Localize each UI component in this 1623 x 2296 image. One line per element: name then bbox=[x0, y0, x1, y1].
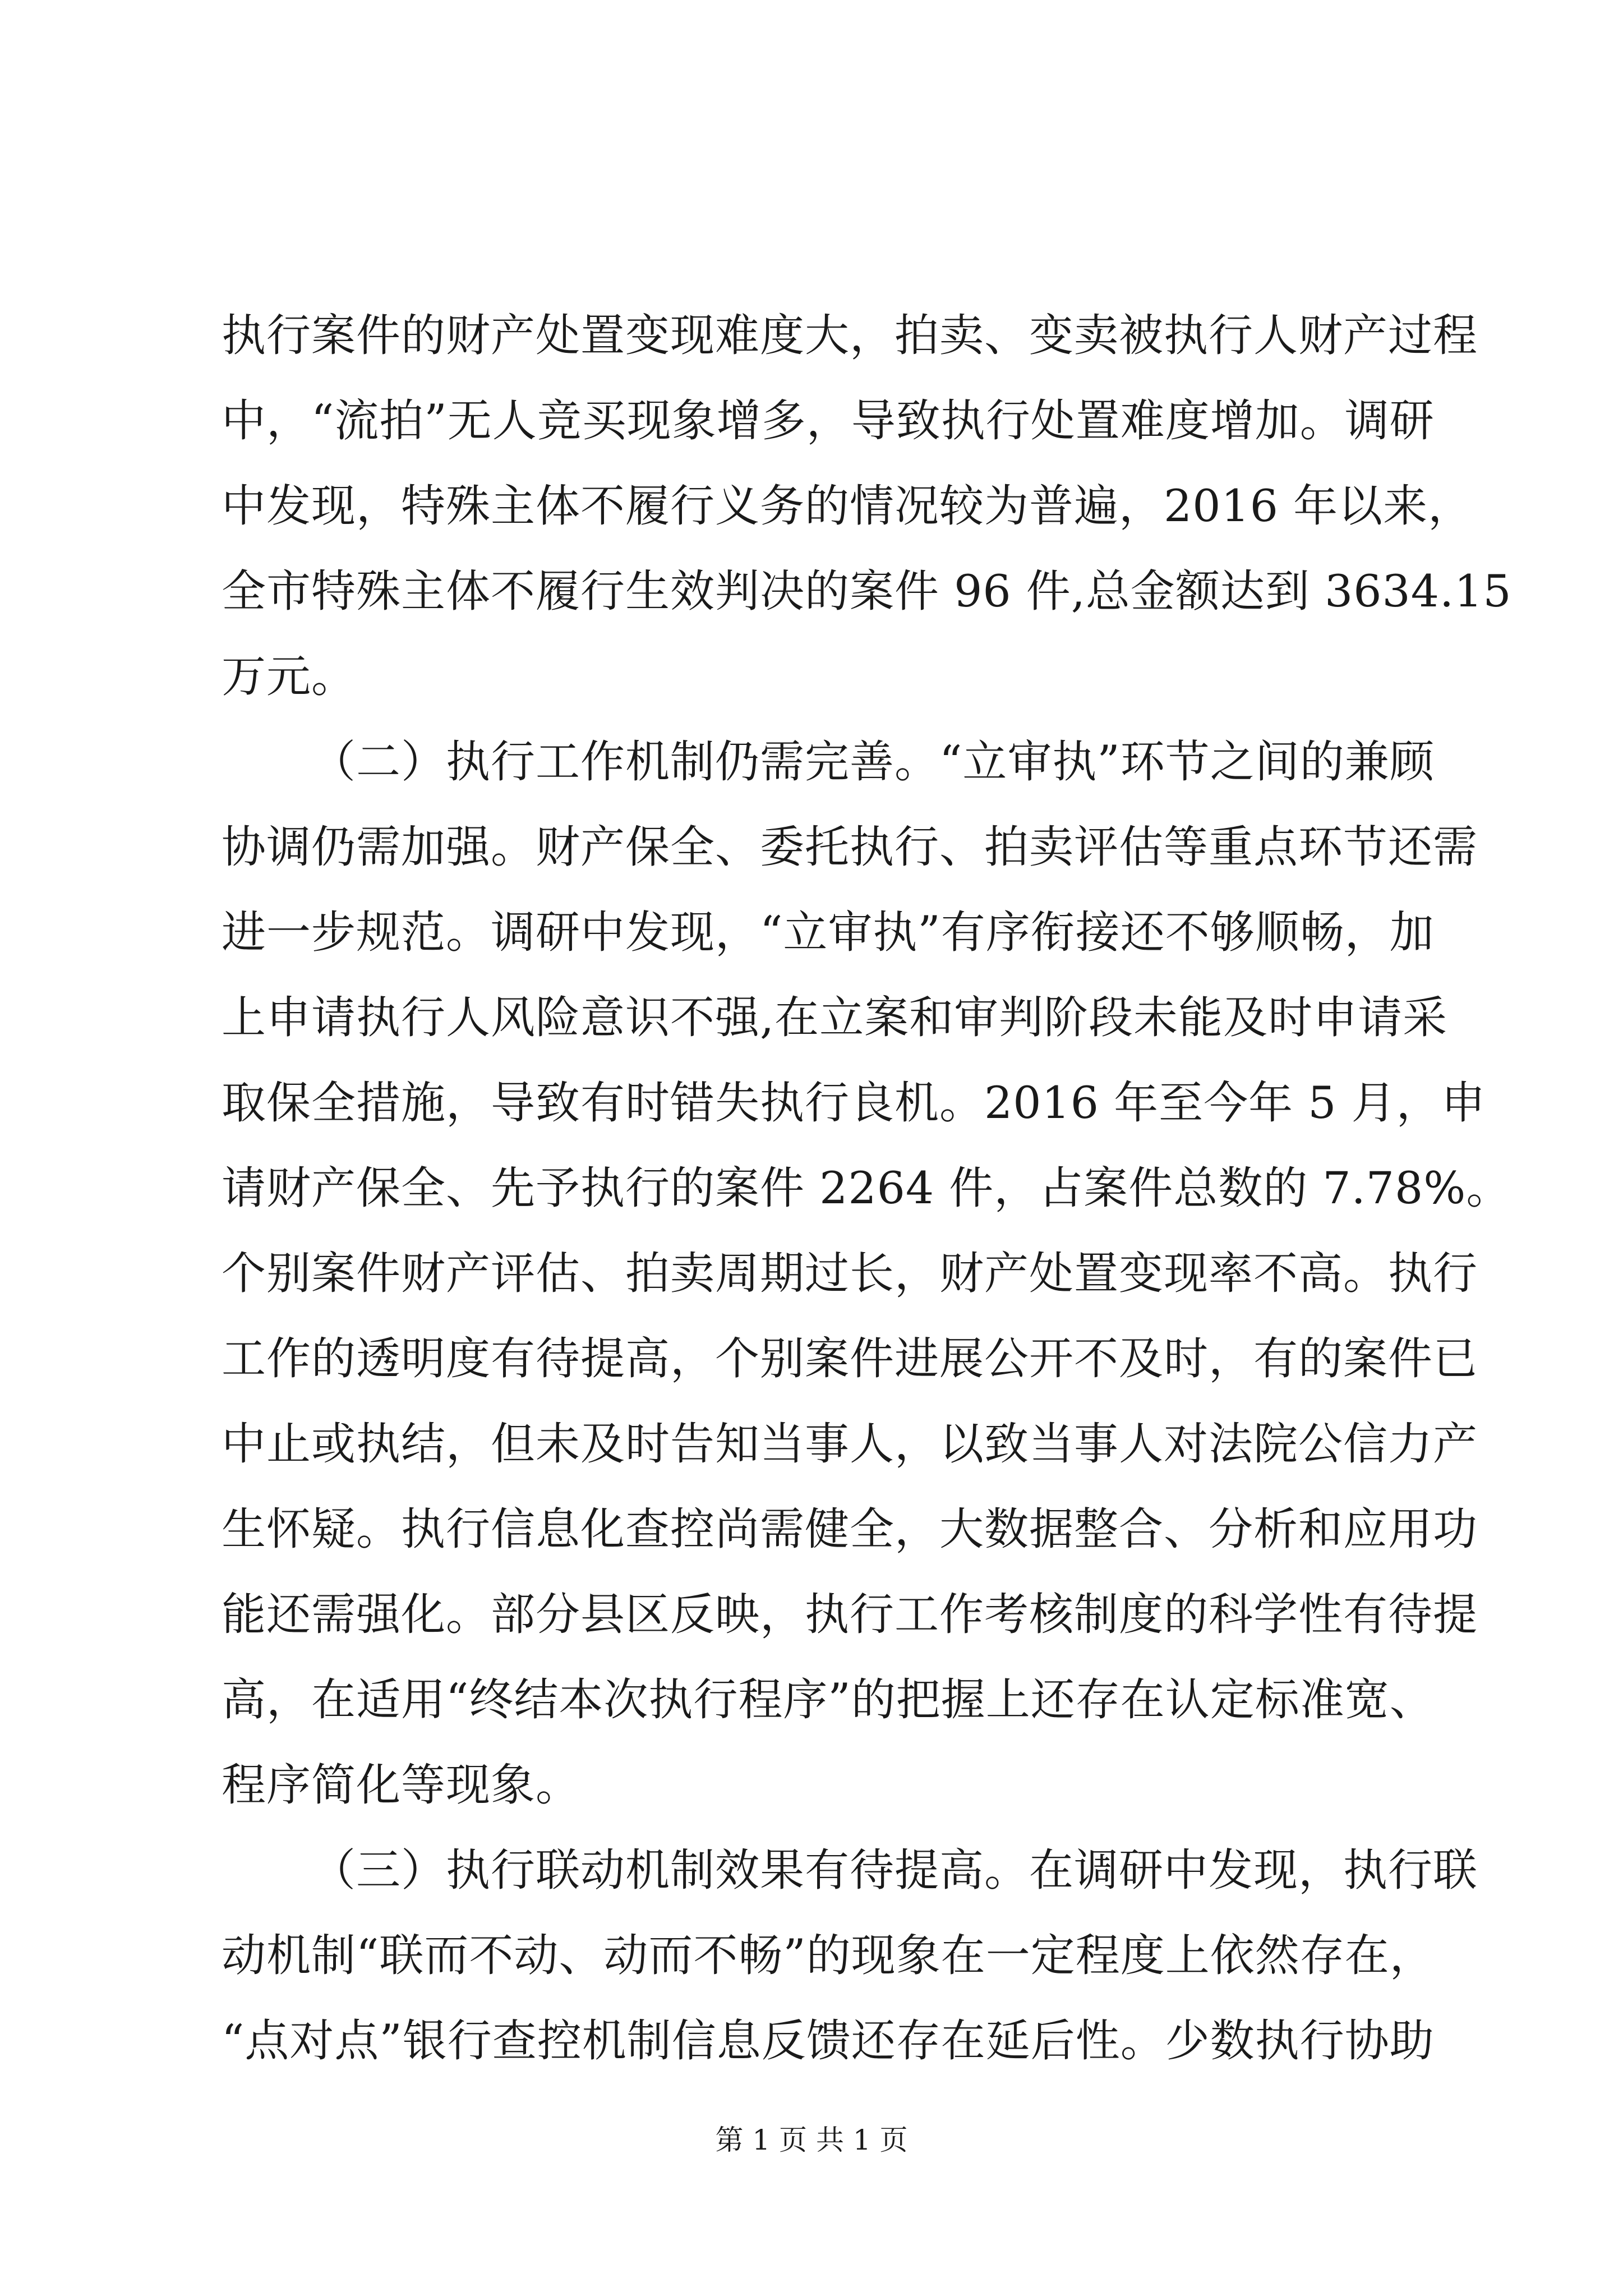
text-line: 请财产保全、先予执行的案件 2264 件，占案件总数的 7.78%。 bbox=[222, 1162, 1511, 1214]
text-line: 上申请执行人风险意识不强,在立案和审判阶段未能及时申请采 bbox=[222, 992, 1448, 1043]
text-line: 进一步规范。调研中发现，“立审执”有序衔接还不够顺畅，加 bbox=[222, 907, 1435, 958]
text-line: 动机制“联而不动、动而不畅”的现象在一定程度上依然存在， bbox=[222, 1930, 1435, 1981]
text-line: 中发现，特殊主体不履行义务的情况较为普遍，2016 年以来， bbox=[222, 480, 1473, 532]
text-line: 中止或执结，但未及时告知当事人，以致当事人对法院公信力产 bbox=[222, 1418, 1478, 1470]
text-line: 万元。 bbox=[222, 651, 356, 702]
text-line: 执行案件的财产处置变现难度大，拍卖、变卖被执行人财产过程 bbox=[222, 310, 1478, 361]
text-line: 高，在适用“终结本次执行程序”的把握上还存在认定标准宽、 bbox=[222, 1674, 1435, 1726]
text-line: 中，“流拍”无人竞买现象增多，导致执行处置难度增加。调研 bbox=[222, 395, 1435, 447]
text-line: 协调仍需加强。财产保全、委托执行、拍卖评估等重点环节还需 bbox=[222, 821, 1478, 873]
paragraph-heading-line: （三）执行联动机制效果有待提高。在调研中发现，执行联 bbox=[311, 1844, 1478, 1896]
text-line: 工作的透明度有待提高，个别案件进展公开不及时，有的案件已 bbox=[222, 1333, 1478, 1384]
page-number-footer: 第 1 页 共 1 页 bbox=[715, 2124, 908, 2156]
text-line: “点对点”银行查控机制信息反馈还存在延后性。少数执行协助 bbox=[222, 2015, 1435, 2067]
text-line: 个别案件财产评估、拍卖周期过长，财产处置变现率不高。执行 bbox=[222, 1248, 1478, 1299]
paragraph-heading-line: （二）执行工作机制仍需完善。“立审执”环节之间的兼顾 bbox=[311, 736, 1435, 788]
text-line: 全市特殊主体不履行生效判决的案件 96 件,总金额达到 3634.15 bbox=[222, 565, 1512, 617]
text-line: 程序简化等现象。 bbox=[222, 1759, 580, 1811]
text-line: 取保全措施，导致有时错失执行良机。2016 年至今年 5 月，申 bbox=[222, 1077, 1486, 1129]
text-line: 能还需强化。部分县区反映，执行工作考核制度的科学性有待提 bbox=[222, 1589, 1478, 1640]
text-line: 生怀疑。执行信息化查控尚需健全，大数据整合、分析和应用功 bbox=[222, 1503, 1478, 1555]
